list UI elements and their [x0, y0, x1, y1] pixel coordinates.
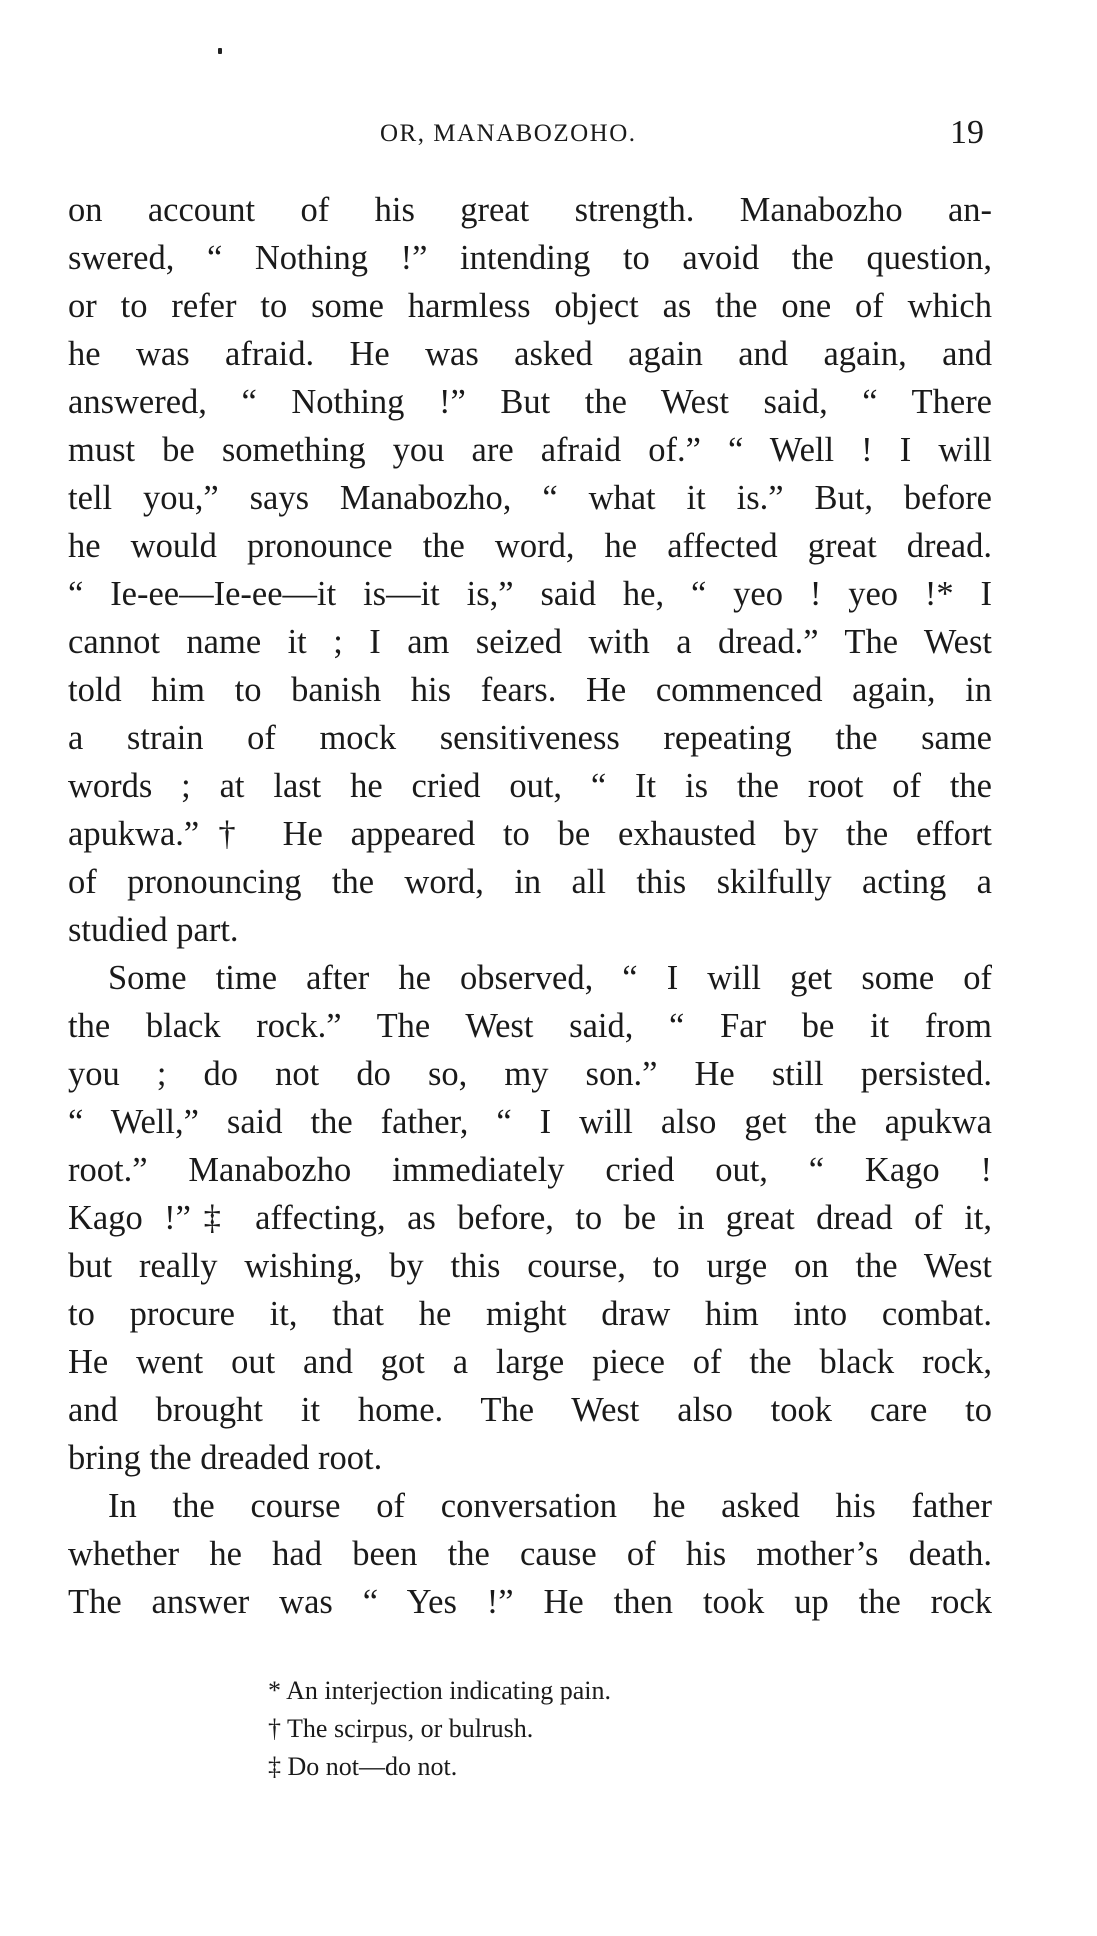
body-text — [68, 186, 992, 1626]
text-line: tell you,” says Manabozho, “ what it is.” But, before — [68, 479, 992, 517]
text-line: of pronouncing the word, in all this skilfully acting a — [68, 863, 992, 901]
text-line: He went out and got a large piece of the black rock, — [68, 1343, 992, 1381]
text-line: In the course of conversation he asked his father — [108, 1487, 992, 1525]
text-line: told him to banish his fears. He commenced again, in — [68, 671, 992, 709]
text-line: whether he had been the cause of his mother’s death. — [68, 1535, 992, 1573]
footnote: * An interjection indicating pain. — [268, 1676, 611, 1705]
text-line: apukwa.”† He appeared to be exhausted by the effort — [68, 815, 992, 853]
text-line: The answer was “ Yes !” He then took up the rock — [68, 1583, 992, 1621]
text-line: or to refer to some harmless object as the one of which — [68, 287, 992, 325]
text-line: cannot name it ; I am seized with a dread.” The West — [68, 623, 992, 661]
text-line: Kago !”‡ affecting, as before, to be in great dread of it, — [68, 1199, 992, 1237]
text-line: you ; do not do so, my son.” He still persisted. — [68, 1055, 992, 1093]
running-head — [0, 114, 1097, 158]
text-line: “ Ie-ee—Ie-ee—it is—it is,” said he, “ yeo ! yeo !* I — [68, 575, 992, 613]
text-line: bring the dreaded root. — [68, 1439, 383, 1477]
text-line: to procure it, that he might draw him into combat. — [68, 1295, 992, 1333]
text-line: he was afraid. He was asked again and again, and — [68, 335, 992, 373]
text-line: words ; at last he cried out, “ It is the root of the — [68, 767, 992, 805]
text-line: root.” Manabozho immediately cried out, “ Kago ! — [68, 1151, 992, 1189]
text-line: “ Well,” said the father, “ I will also get the apukwa — [68, 1103, 992, 1141]
page-number: 19 — [950, 114, 984, 151]
text-line: swered, “ Nothing !” intending to avoid the question, — [68, 239, 992, 277]
running-title: OR, MANABOZOHO. — [380, 120, 637, 147]
text-line: studied part. — [68, 911, 239, 949]
text-line: on account of his great strength. Manabozho an- — [68, 191, 992, 229]
footnote: † The scirpus, or bulrush. — [268, 1714, 534, 1743]
footnotes — [268, 1672, 611, 1786]
text-line: must be something you are afraid of.” “ Well ! I will — [68, 431, 992, 469]
text-line: the black rock.” The West said, “ Far be it from — [68, 1007, 992, 1045]
text-line: Some time after he observed, “ I will get some of — [108, 959, 992, 997]
text-line: a strain of mock sensitiveness repeating the same — [68, 719, 992, 757]
text-line: but really wishing, by this course, to urge on the West — [68, 1247, 992, 1285]
text-line: answered, “ Nothing !” But the West said, “ There — [68, 383, 992, 421]
text-line: he would pronounce the word, he affected great dread. — [68, 527, 992, 565]
print-speck — [218, 48, 222, 54]
text-line: and brought it home. The West also took care to — [68, 1391, 992, 1429]
footnote: ‡ Do not—do not. — [268, 1752, 458, 1781]
